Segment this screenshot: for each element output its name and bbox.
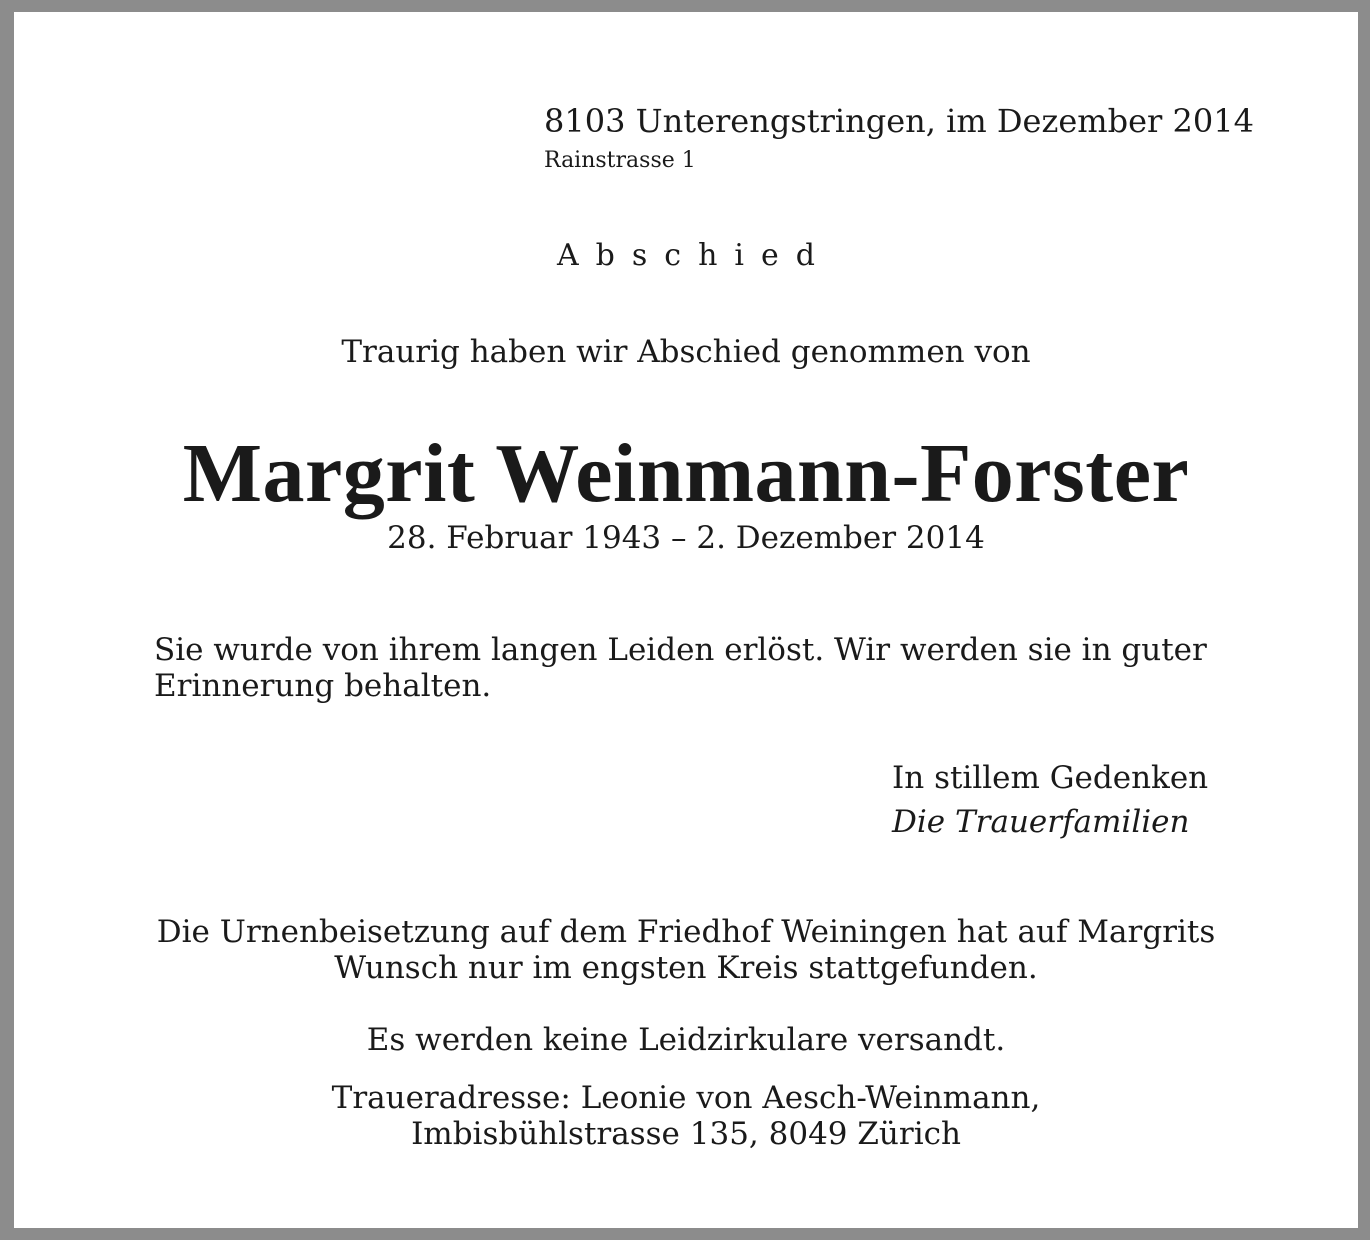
burial-notice [14, 914, 1358, 986]
deceased-name: Margrit Weinmann-Forster [182, 427, 1190, 520]
life-dates: 28. Februar 1943 – 2. Dezember 2014 [387, 520, 985, 556]
burial-line: Die Urnenbeisetzung auf dem Friedhof Weiningen hat auf Margrits [156, 914, 1216, 950]
mourning-address-line: Traueradresse: Leonie von Aesch-Weinmann, [331, 1080, 1041, 1116]
obituary-notice [14, 12, 1358, 1228]
heading: Abschied [557, 238, 832, 273]
sender-address: Rainstrasse 1 [544, 148, 696, 173]
mourning-address-line: Imbisbühlstrasse 135, 8049 Zürich [411, 1116, 961, 1152]
signoff: In stillem Gedenken [892, 760, 1209, 796]
family-signature: Die Trauerfamilien [892, 804, 1190, 840]
burial-line: Wunsch nur im engsten Kreis stattgefunden. [334, 950, 1038, 986]
message-text: Sie wurde von ihrem langen Leiden erlöst. Wir werden sie in guter Erinnerung behalten. [154, 632, 1207, 704]
mourning-address [14, 1080, 1358, 1152]
no-circulars-notice: Es werden keine Leidzirkulare versandt. [366, 1022, 1006, 1058]
place-date: 8103 Unterengstringen, im Dezember 2014 [544, 102, 1254, 140]
intro-text: Traurig haben wir Abschied genommen von [341, 334, 1031, 370]
